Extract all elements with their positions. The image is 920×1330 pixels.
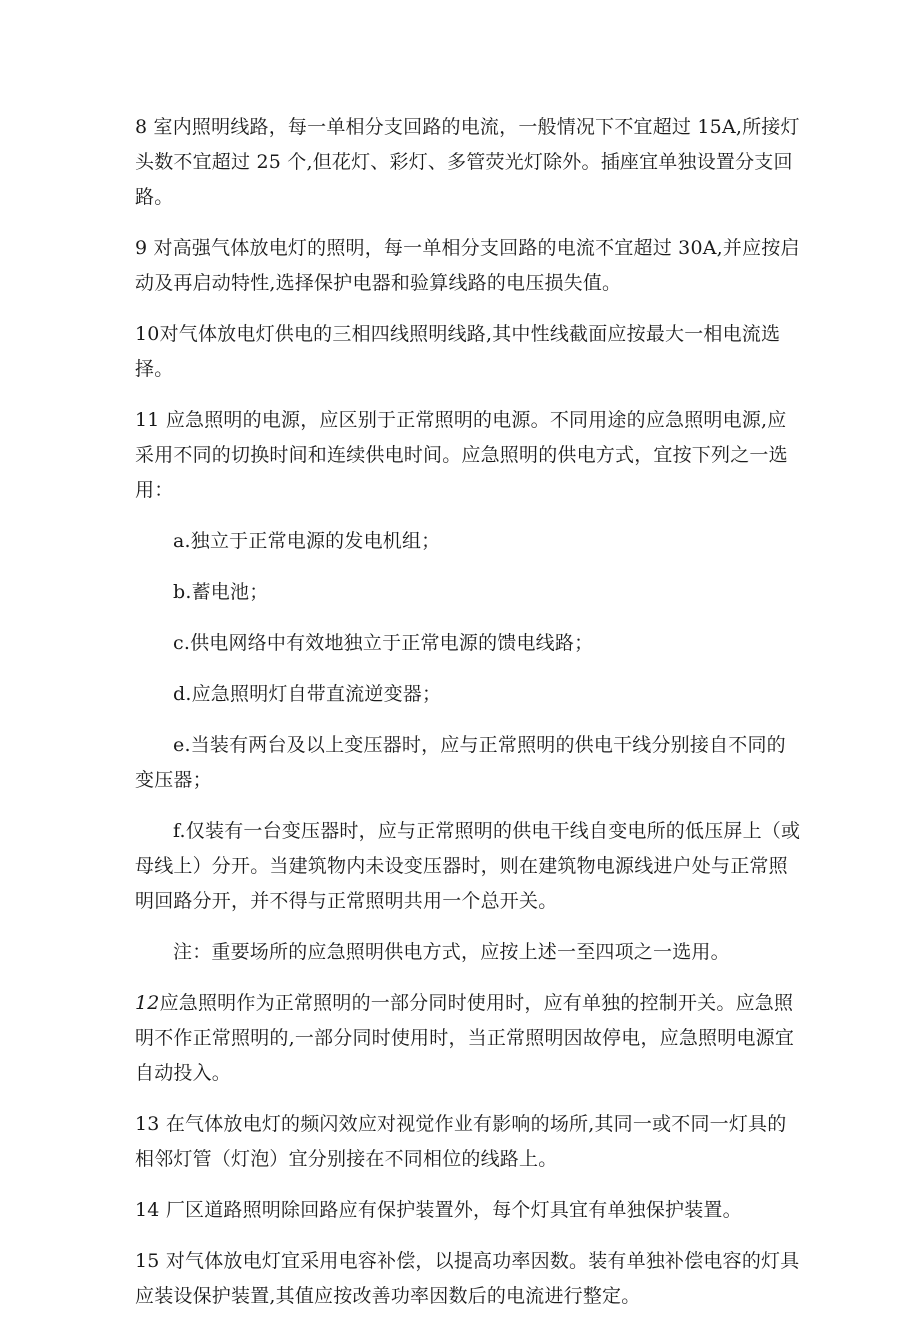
clause-12 bbox=[135, 986, 805, 1091]
clause-15: 15 对气体放电灯宜采用电容补偿，以提高功率因数。装有单独补偿电容的灯具应装设保护装置,其值应按改善功率因数后的电流进行整定。 bbox=[135, 1250, 800, 1307]
clause-11: 11 应急照明的电源，应区别于正常照明的电源。不同用途的应急照明电源,应采用不同的切换时间和连续供电时间。应急照明的供电方式，宜按下列之一选用： bbox=[135, 409, 788, 501]
clause-10: 10对气体放电灯供电的三相四线照明线路,其中性线截面应按最大一相电流选择。 bbox=[135, 323, 781, 380]
list-item-a: a.独立于正常电源的发电机组； bbox=[173, 530, 441, 552]
list-item-c: c.供电网络中有效地独立于正常电源的馈电线路； bbox=[173, 632, 594, 654]
clause-12-text: 应急照明作为正常照明的一部分同时使用时，应有单独的控制开关。应急照明不作正常照明的,一部分同时使用时，当正常照明因故停电，应急照明电源宜自动投入。 bbox=[135, 992, 795, 1084]
note: 注：重要场所的应急照明供电方式，应按上述一至四项之一选用。 bbox=[173, 941, 730, 963]
document-body bbox=[135, 110, 805, 1330]
clause-9: 9 对高强气体放电灯的照明，每一单相分支回路的电流不宜超过 30A,并应按启动及再启动特性,选择保护电器和验算线路的电压损失值。 bbox=[135, 237, 800, 294]
clause-14: 14 厂区道路照明除回路应有保护装置外，每个灯具宜有单独保护装置。 bbox=[135, 1199, 742, 1221]
clause-8: 8 室内照明线路，每一单相分支回路的电流，一般情况下不宜超过 15A,所接灯头数不宜超过 25 个,但花灯、彩灯、多管荧光灯除外。插座宜单独设置分支回路。 bbox=[135, 116, 800, 208]
list-item-f: f.仅装有一台变压器时，应与正常照明的供电干线自变电所的低压屏上（或母线上）分开。当建筑物内未设变压器时，则在建筑物电源线进户处与正常照明回路分开，并不得与正常照明共用一个总开关。 bbox=[135, 820, 801, 912]
list-item-b: b.蓄电池； bbox=[173, 581, 269, 603]
list-item-e: e.当装有两台及以上变压器时，应与正常照明的供电干线分别接自不同的变压器； bbox=[135, 734, 786, 791]
clause-13: 13 在气体放电灯的频闪效应对视觉作业有影响的场所,其同一或不同一灯具的相邻灯管（灯泡）宜分别接在不同相位的线路上。 bbox=[135, 1113, 787, 1170]
clause-12-number: 12 bbox=[135, 992, 160, 1014]
list-item-d: d.应急照明灯自带直流逆变器； bbox=[173, 683, 442, 705]
